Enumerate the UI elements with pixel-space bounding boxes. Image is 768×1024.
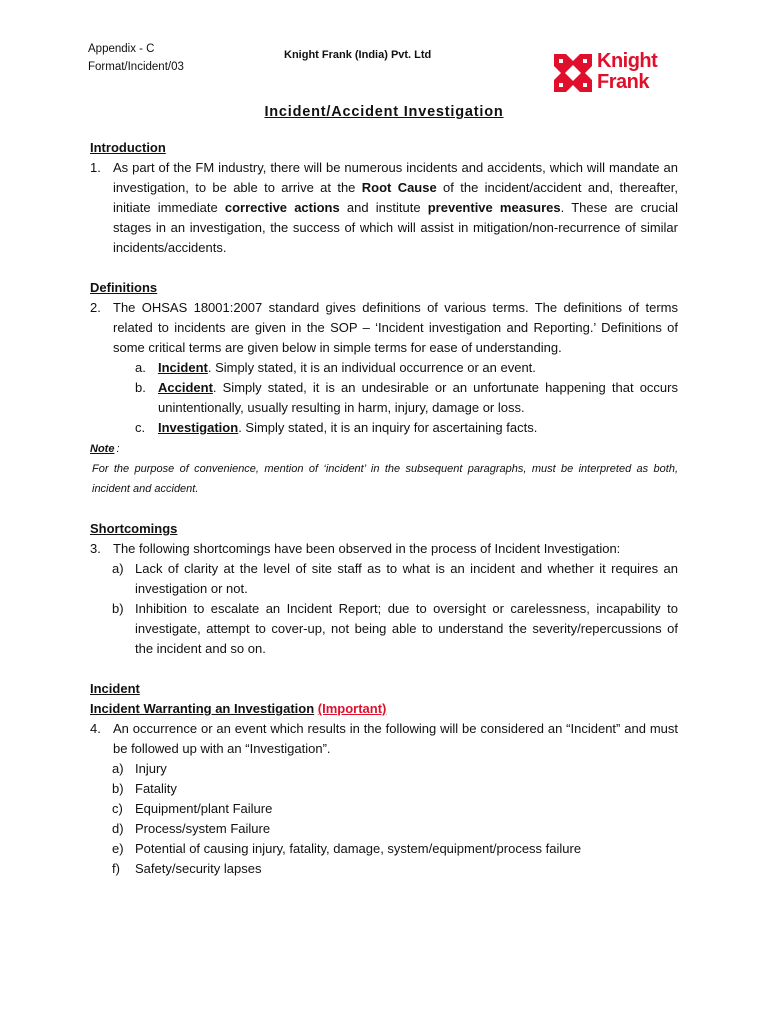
company-name: Knight Frank (India) Pvt. Ltd bbox=[284, 49, 432, 61]
incident-item: c) Equipment/plant Failure bbox=[112, 801, 273, 816]
shortcoming-item: a) Lack of clarity at the level of site staff as to what is an incident and whether it requires an investigation or not. bbox=[112, 561, 678, 596]
root-cause-term: Root Cause bbox=[361, 180, 437, 195]
appendix-label: Appendix - C bbox=[88, 43, 155, 55]
definition-term: Incident bbox=[158, 360, 208, 375]
definition-item: a. Incident. Simply stated, it is an individual occurrence or an event. bbox=[135, 360, 536, 375]
paragraph-2 bbox=[90, 298, 678, 358]
paragraph-text: An occurrence or an event which results in the following will be considered an “Incident” and must be followed up with an “Investigation”. bbox=[113, 721, 678, 756]
incident-item: f) Safety/security lapses bbox=[112, 861, 262, 876]
paragraph-text: The following shortcomings have been observed in the process of Incident Investigation: bbox=[113, 541, 621, 556]
definition-item: c. Investigation. Simply stated, it is an inquiry for ascertaining facts. bbox=[135, 420, 538, 435]
incident-subheading: Incident Warranting an Investigation (Important) bbox=[90, 701, 387, 716]
knight-frank-logo bbox=[554, 52, 664, 96]
paragraph-1 bbox=[90, 158, 678, 258]
introduction-heading: Introduction bbox=[90, 140, 166, 155]
note-text: For the purpose of convenience, mention of ‘incident’ in the subsequent paragraphs, must be interpreted as both, incident and accident. bbox=[92, 463, 678, 495]
incident-item: b) Fatality bbox=[112, 781, 177, 796]
definitions-heading: Definitions bbox=[90, 280, 158, 295]
incident-item: d) Process/system Failure bbox=[112, 821, 271, 836]
incident-item: a) Injury bbox=[112, 761, 167, 776]
paragraph-text: As part of the FM industry, there will be numerous incidents and accidents, which will mandate an investigation, to be able to arrive at the Root Cause of the incident/accident and, thereafter, initiate immediate corrective actions and institute preventive measures. These are crucial stages in an investigation, the success of which will assist in mitigation/non-recurrence of similar incidents/accidents. bbox=[113, 160, 679, 255]
preventive-measures-term: preventive measures bbox=[427, 200, 561, 215]
paragraph-number: 1. bbox=[90, 160, 101, 175]
definition-term: Investigation bbox=[158, 420, 239, 435]
format-code: Format/Incident/03 bbox=[88, 61, 184, 73]
paragraph-text: The OHSAS 18001:2007 standard gives definitions of various terms. The definitions of terms related to incidents are given in the SOP – ‘Incident investigation and Reporting.’ Definitions of some critical terms are given below in simple terms for ease of understanding. bbox=[113, 300, 678, 355]
shortcoming-item: b) Inhibition to escalate an Incident Report; due to oversight or carelessness, incapability to investigate, attempt to cover-up, not being able to understand the severity/repercussions of the incident and so on. bbox=[112, 601, 678, 656]
important-flag: (Important) bbox=[317, 701, 387, 716]
corrective-actions-term: corrective actions bbox=[224, 200, 340, 215]
logo-wordmark: Knight Frank bbox=[597, 50, 658, 93]
paragraph-3 bbox=[90, 539, 678, 559]
paragraph-number: 4. bbox=[90, 721, 101, 736]
logo-mark-icon bbox=[554, 54, 592, 92]
note-heading: Note : bbox=[90, 443, 120, 455]
document-reference bbox=[88, 40, 184, 76]
document-body bbox=[90, 138, 678, 879]
incident-heading: Incident bbox=[90, 681, 140, 696]
document-title: Incident/Accident Investigation bbox=[264, 104, 504, 120]
incident-item: e) Potential of causing injury, fatality, damage, system/equipment/process failure bbox=[112, 841, 582, 856]
shortcomings-heading: Shortcomings bbox=[90, 521, 178, 536]
definition-item: b. Accident. Simply stated, it is an undesirable or an unfortunate happening that occurs unintentionally, usually resulting in harm, injury, damage or loss. bbox=[135, 380, 678, 415]
definition-term: Accident bbox=[158, 380, 213, 395]
paragraph-4 bbox=[90, 719, 678, 759]
paragraph-number: 3. bbox=[90, 541, 101, 556]
paragraph-number: 2. bbox=[90, 300, 101, 315]
